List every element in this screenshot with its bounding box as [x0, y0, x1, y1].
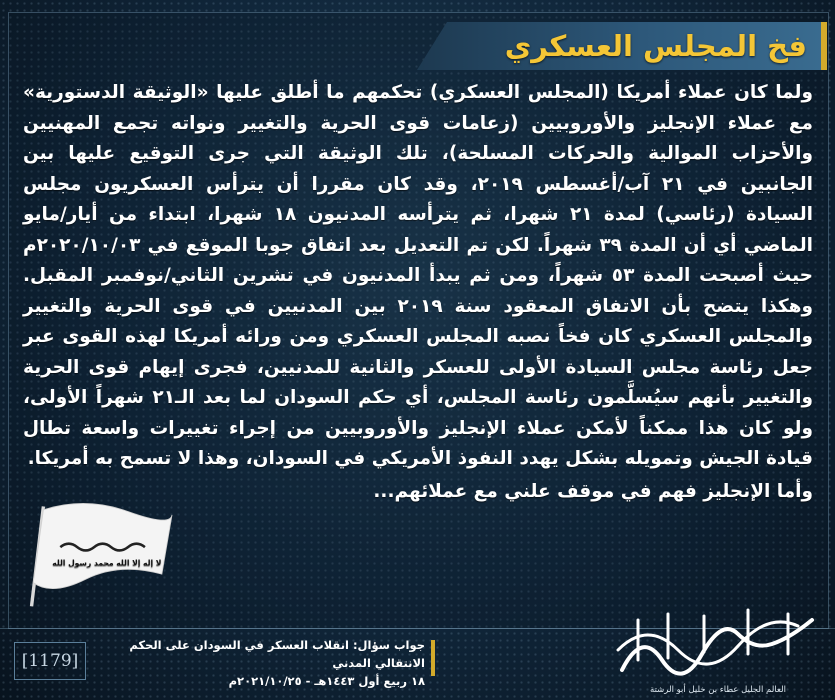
calligraphy-logo [608, 600, 828, 696]
footer-caption [95, 636, 425, 690]
logo-text: العالم الجليل عطاء بن خليل أبو الرشتة [650, 685, 786, 695]
title-accent-stripe [821, 22, 827, 70]
page-title: فخ المجلس العسكري [504, 29, 807, 63]
article-body [23, 78, 813, 568]
caption-date: ١٨ ربيع أول ١٤٤٣هـ - ٢٠٢١/١٠/٢٥م [228, 674, 425, 688]
caption-accent-stripe [431, 640, 435, 676]
flag-inscription: لا إله إلا الله محمد رسول الله [52, 558, 162, 568]
paragraph-1-text: ولما كان عملاء أمريكا (المجلس العسكري) تحكمهم ما أطلق عليها «الوثيقة الدستورية» مع عملاء الإنجليز والأوروبيين (زعامات قوى الحرية والتغيير ونواته تجمع المهنيين والأحزاب الموالية والحركات المسلحة)، تلك الوثيقة التي جرى التوقيع عليها بين الجانبين في ٢١ آب/أغسطس ٢٠١٩، وقد كان مقررا أن يترأس العسكريون مجلس السيادة (رئاسي) لمدة ٢١ شهرا، ثم يترأسه المدنيون ١٨ شهرا، ابتداء من أيار/مايو الماضي أي أن المدة ٣٩ شهراً. لكن تم التعديل بعد اتفاق جوبا الموقع في ٢٠٢٠/١٠/٠٣م حيث أصبحت المدة ٥٣ شهراً، ومن ثم يبدأ المدنيون في تشرين الثاني/نوفمبر المقبل. وهكذا يتضح بأن الاتفاق المعقود سنة ٢٠١٩ بين المدنيين في قوى الحرية والتغيير والمجلس العسكري كان فخاً نصبه المجلس العسكري ومن ورائه أمريكا لهذه القوى عبر جعل رئاسة مجلس السيادة الأولى للعسكر والثانية للمدنيين، فجرى إيهام قوى الحرية والتغيير بأنهم سيُسلَّمون رئاسة المجلس، أي حكم السودان لما بعد الـ٢١ شهراً الأولى، ولو كان هذا ممكناً لأمكن عملاء الإنجليز والأوروبيين من إجراء تغييرات واسعة تطال قيادة الجيش وتمويله بشكل يهدد النفوذ الأمريكي في السودان، وهذا لا تسمح به أمريكا. [23, 82, 813, 469]
reference-number: [1179] [14, 642, 86, 680]
caption-title: جواب سؤال: انقلاب العسكر في السودان على الحكم الانتقالي المدني [129, 638, 425, 670]
white-flag-icon [13, 498, 188, 608]
article-paragraph-2: وأما الإنجليز فهم في موقف علني مع عملائهم... [373, 480, 813, 502]
